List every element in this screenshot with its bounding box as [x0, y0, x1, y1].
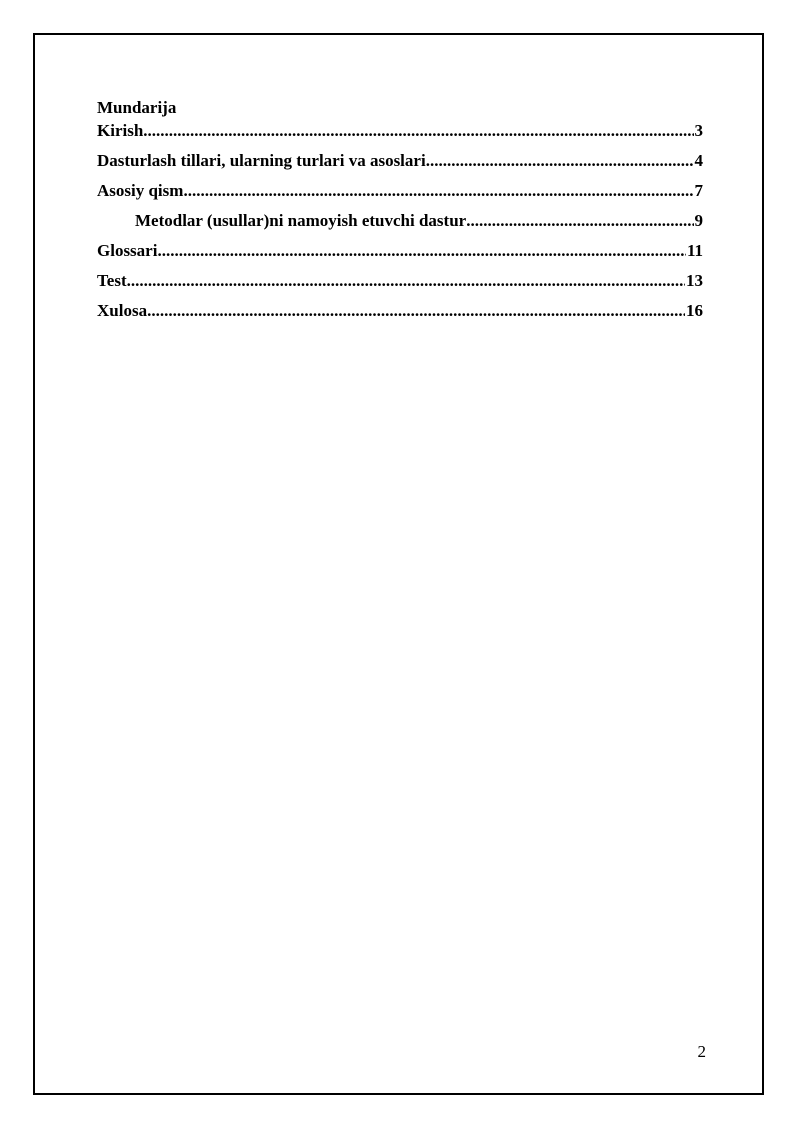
- toc-entry-page: 13: [686, 271, 703, 290]
- toc-leader-dots: [143, 121, 693, 141]
- toc-entry-label: Xulosa: [97, 301, 148, 320]
- toc-entry-page: 11: [686, 241, 703, 260]
- page-number: 2: [697, 1042, 706, 1061]
- toc-leader-dots: [127, 271, 685, 291]
- toc-entry-asosiy-qism[interactable]: [97, 181, 703, 211]
- toc-leader-dots: [426, 151, 694, 171]
- toc-entry-page: 7: [694, 181, 703, 200]
- toc-leader-dots: [157, 241, 685, 261]
- toc-entry-kirish[interactable]: [97, 121, 703, 151]
- table-of-contents: [97, 121, 703, 331]
- toc-entry-metodlar[interactable]: [97, 211, 703, 241]
- toc-leader-dots: [147, 301, 685, 321]
- toc-entry-dasturlash-tillari[interactable]: [97, 151, 703, 181]
- toc-entry-page: 16: [686, 301, 703, 320]
- toc-entry-page: 9: [694, 211, 703, 230]
- toc-entry-label: Test: [97, 271, 127, 290]
- toc-leader-dots: [466, 211, 693, 231]
- toc-entry-xulosa[interactable]: [97, 301, 703, 331]
- toc-entry-page: 3: [694, 121, 703, 140]
- toc-title: Mundarija: [97, 98, 177, 117]
- toc-entry-page: 4: [694, 151, 703, 170]
- toc-entry-label: Metodlar (usullar)ni namoyish etuvchi dastur: [135, 211, 467, 230]
- toc-leader-dots: [183, 181, 693, 201]
- toc-entry-glossari[interactable]: [97, 241, 703, 271]
- toc-entry-label: Dasturlash tillari, ularning turlari va asoslari: [97, 151, 426, 170]
- toc-entry-label: Kirish: [97, 121, 144, 140]
- toc-entry-label: Glossari: [97, 241, 158, 260]
- toc-entry-label: Asosiy qism: [97, 181, 184, 200]
- toc-entry-test[interactable]: [97, 271, 703, 301]
